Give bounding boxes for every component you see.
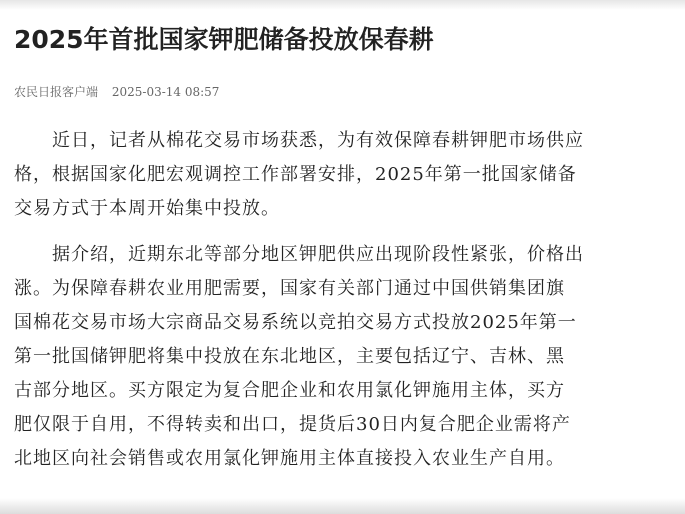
article-meta: [14, 84, 685, 100]
article-paragraph-1: [14, 124, 685, 226]
paragraph-line: 第一批国储钾肥将集中投放在东北地区，主要包括辽宁、吉林、黑: [14, 346, 565, 367]
paragraph-line: 近日，记者从棉花交易市场获悉，为有效保障春耕钾肥市场供应: [52, 130, 584, 151]
paragraph-line: 交易方式于本周开始集中投放。: [14, 198, 280, 219]
paragraph-line: 古部分地区。买方限定为复合肥企业和农用氯化钾施用主体，买方: [14, 380, 565, 401]
article-datetime: 2025-03-14 08:57: [111, 85, 220, 99]
article-paragraph-2: [14, 238, 685, 476]
article-title: 2025年首批国家钾肥储备投放保春耕: [14, 25, 434, 54]
top-shadow: [0, 0, 685, 10]
article-body: [14, 18, 685, 476]
article-source: 农民日报客户端: [14, 85, 99, 99]
paragraph-line: 国棉花交易市场大宗商品交易系统以竞拍交易方式投放2025年第一: [14, 312, 577, 333]
paragraph-line: 涨。为保障春耕农业用肥需要，国家有关部门通过中国供销集团旗: [14, 278, 565, 299]
paragraph-line: 肥仅限于自用，不得转卖和出口，提货后30日内复合肥企业需将产: [14, 414, 571, 435]
paragraph-line: 格，根据国家化肥宏观调控工作部署安排，2025年第一批国家储备: [14, 164, 577, 185]
paragraph-line: 北地区向社会销售或农用氯化钾施用主体直接投入农业生产自用。: [14, 448, 565, 469]
paragraph-line: 据介绍，近期东北等部分地区钾肥供应出现阶段性紧张，价格出: [52, 244, 584, 265]
bottom-shadow: [0, 498, 685, 514]
